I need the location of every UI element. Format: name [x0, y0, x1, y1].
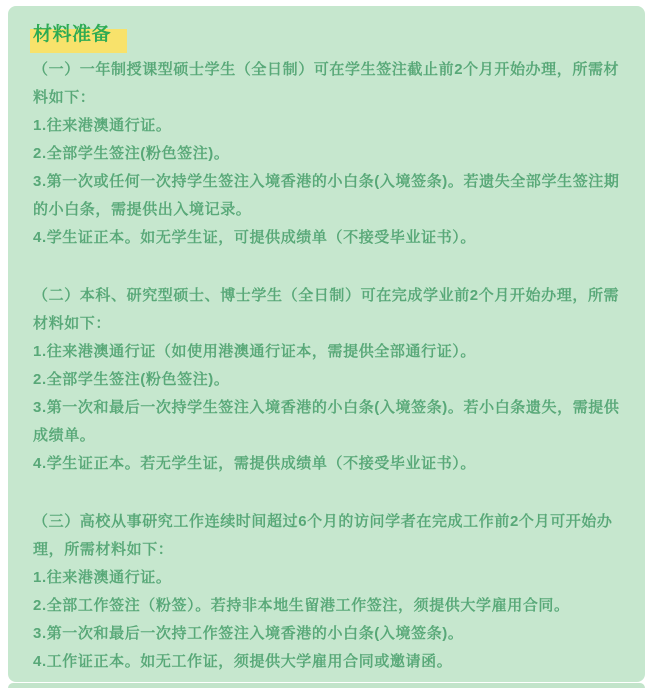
section-1-item-4: 4.学生证正本。如无学生证，可提供成绩单（不接受毕业证书）。 [33, 229, 477, 246]
section-1-item-1: 1.往来港澳通行证。 [33, 117, 172, 134]
section-2-item-3: 3.第一次和最后一次持学生签注入境香港的小白条(入境签条)。若小白条遗失，需提供成绩单。 [33, 399, 620, 444]
page-title-text: 材料准备 [33, 24, 112, 45]
section-2-item-2: 2.全部学生签注(粉色签注)。 [33, 371, 230, 388]
content-card [8, 6, 645, 682]
section-3-item-1: 1.往来港澳通行证。 [33, 569, 172, 586]
page-title [33, 20, 621, 50]
section-1-intro: （一）一年制授课型硕士学生（全日制）可在学生签注截止前2个月开始办理，所需材料如下： [33, 61, 620, 106]
section-3-item-4: 4.工作证正本。如无工作证，须提供大学雇用合同或邀请函。 [33, 653, 453, 670]
section-1-item-2: 2.全部学生签注(粉色签注)。 [33, 145, 230, 162]
title-highlight-wrap [33, 20, 111, 51]
section-1-item-3: 3.第一次或任何一次持学生签注入境香港的小白条(入境签条)。若遗失全部学生签注期的小白条，需提供出入境记录。 [33, 173, 620, 218]
section-2-item-1: 1.往来港澳通行证（如使用港澳通行证本，需提供全部通行证）。 [33, 343, 477, 360]
section-2-intro: （二）本科、研究型硕士、博士学生（全日制）可在完成学业前2个月开始办理，所需材料如下： [33, 287, 620, 332]
section-2-item-4: 4.学生证正本。若无学生证，需提供成绩单（不接受毕业证书）。 [33, 455, 477, 472]
section-3-item-2: 2.全部工作签注（粉签）。若持非本地生留港工作签注，须提供大学雇用合同。 [33, 597, 570, 614]
section-3-intro: （三）高校从事研究工作连续时间超过6个月的访问学者在完成工作前2个月可开始办理，所需材料如下： [33, 513, 613, 558]
section-3-item-3: 3.第一次和最后一次持工作签注入境香港的小白条(入境签条)。 [33, 625, 464, 642]
next-card-top-edge [8, 683, 645, 688]
